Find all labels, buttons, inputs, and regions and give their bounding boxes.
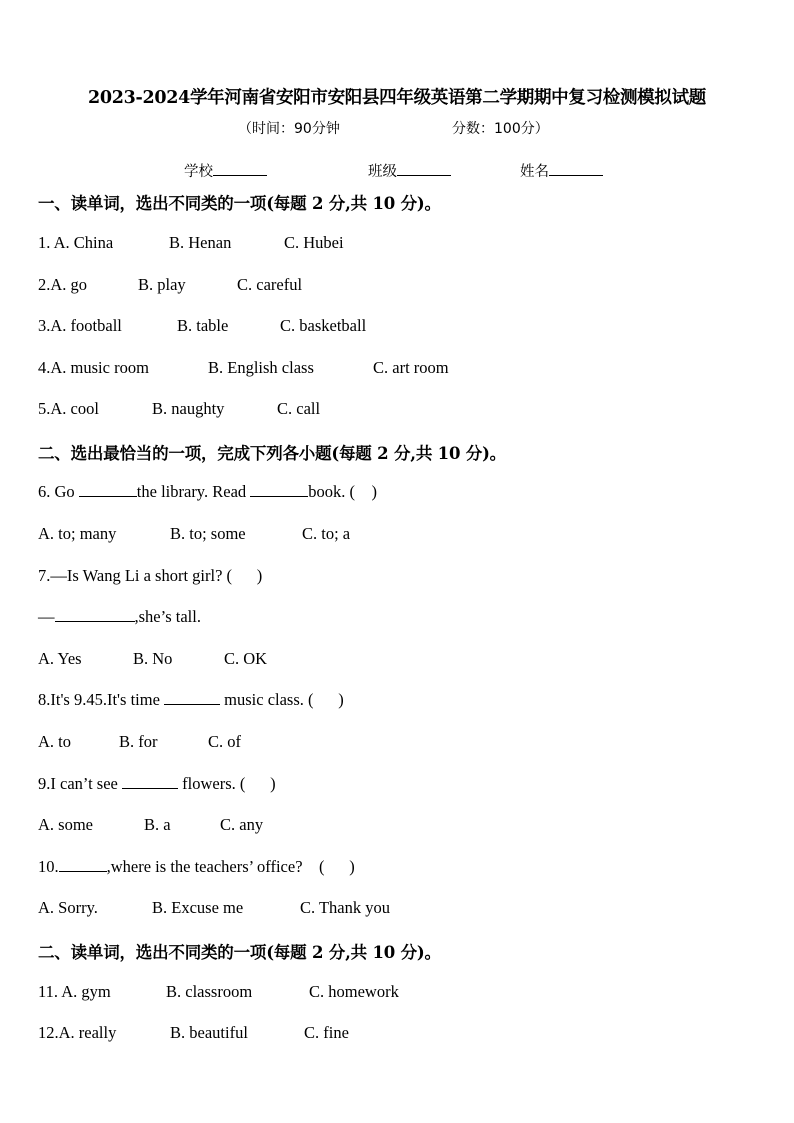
question-reply: — ,she’s tall. (38, 607, 201, 626)
question-number: 12.A. really (38, 1023, 117, 1042)
section-1-heading: 一、读单词，选出不同类的一项(每题 2 分,共 10 分)。 (38, 194, 441, 213)
class-blank (397, 161, 451, 176)
class-label: 班级 (368, 164, 397, 180)
option-b: B. Excuse me (152, 898, 244, 917)
answer-blank (122, 774, 178, 789)
option-b: B. No (133, 649, 173, 668)
option-c: C. art room (373, 358, 449, 377)
option-c: C. fine (304, 1023, 349, 1042)
question-number: 3.A. football (38, 316, 122, 335)
question-stem: 10. ,where is the teachers’ office? ( ) (38, 857, 355, 876)
option-b: B. for (119, 732, 158, 751)
option-b: B. Henan (169, 233, 232, 252)
option-c: C. careful (237, 275, 303, 294)
option-a: A. to; many (38, 524, 117, 543)
option-c: C. basketball (280, 316, 367, 335)
question-stem: 6. Go the library. Read book. ( ) (38, 482, 378, 501)
option-c: C. Thank you (300, 898, 390, 917)
question-stem: 9.I can’t see flowers. ( ) (38, 774, 276, 793)
option-a: A. go (50, 275, 88, 294)
option-a: A. Sorry. (38, 898, 98, 917)
option-c: C. any (220, 815, 264, 834)
question-stem: 7.—Is Wang Li a short girl? ( ) (38, 566, 263, 585)
option-a: A. China (53, 233, 114, 252)
name-label: 姓名 (520, 164, 549, 180)
question-number: 4.A. music room (38, 358, 149, 377)
option-b: B. classroom (166, 982, 253, 1001)
option-a: A. really (58, 1023, 117, 1042)
page-title: 2023-2024学年河南省安阳市安阳县四年级英语第二学期期中复习检测模拟试题 (88, 88, 706, 108)
question-number: 5.A. cool (38, 399, 99, 418)
answer-blank (164, 690, 220, 705)
option-c: C. Hubei (284, 233, 344, 252)
option-a: A. some (38, 815, 93, 834)
option-a: A. football (50, 316, 122, 335)
option-a: A. music room (50, 358, 149, 377)
option-b: B. to; some (170, 524, 246, 543)
option-a: A. to (38, 732, 71, 751)
class-field (368, 160, 451, 181)
answer-blank (59, 857, 107, 872)
option-a: A. gym (61, 982, 111, 1001)
option-c: C. homework (309, 982, 399, 1001)
option-a: A. Yes (38, 649, 82, 668)
option-c: C. OK (224, 649, 268, 668)
answer-blank (79, 482, 137, 497)
option-c: C. of (208, 732, 241, 751)
answer-blank (250, 482, 308, 497)
option-b: B. naughty (152, 399, 225, 418)
school-label: 学校 (184, 164, 213, 180)
name-field (520, 160, 603, 181)
option-b: B. play (138, 275, 186, 294)
section-3-heading: 二、读单词，选出不同类的一项(每题 2 分,共 10 分)。 (38, 943, 441, 962)
option-c: C. to; a (302, 524, 351, 543)
question-stem: 8.It's 9.45.It's time music class. ( ) (38, 690, 344, 709)
exam-time: （时间：90分钟 (238, 121, 340, 137)
question-number: 11. A. gym (38, 982, 111, 1001)
section-2-heading: 二、选出最恰当的一项，完成下列各小题(每题 2 分,共 10 分)。 (38, 444, 506, 463)
option-b: B. a (144, 815, 171, 834)
option-b: B. beautiful (170, 1023, 248, 1042)
answer-blank (55, 607, 135, 622)
name-blank (549, 161, 603, 176)
question-number: 1. A. China (38, 233, 114, 252)
option-a: A. cool (50, 399, 99, 418)
question-number: 2.A. go (38, 275, 88, 294)
option-c: C. call (277, 399, 321, 418)
option-b: B. English class (208, 358, 314, 377)
exam-score: 分数：100分） (452, 121, 549, 137)
option-b: B. table (177, 316, 229, 335)
school-blank (213, 161, 267, 176)
school-field (184, 160, 267, 181)
